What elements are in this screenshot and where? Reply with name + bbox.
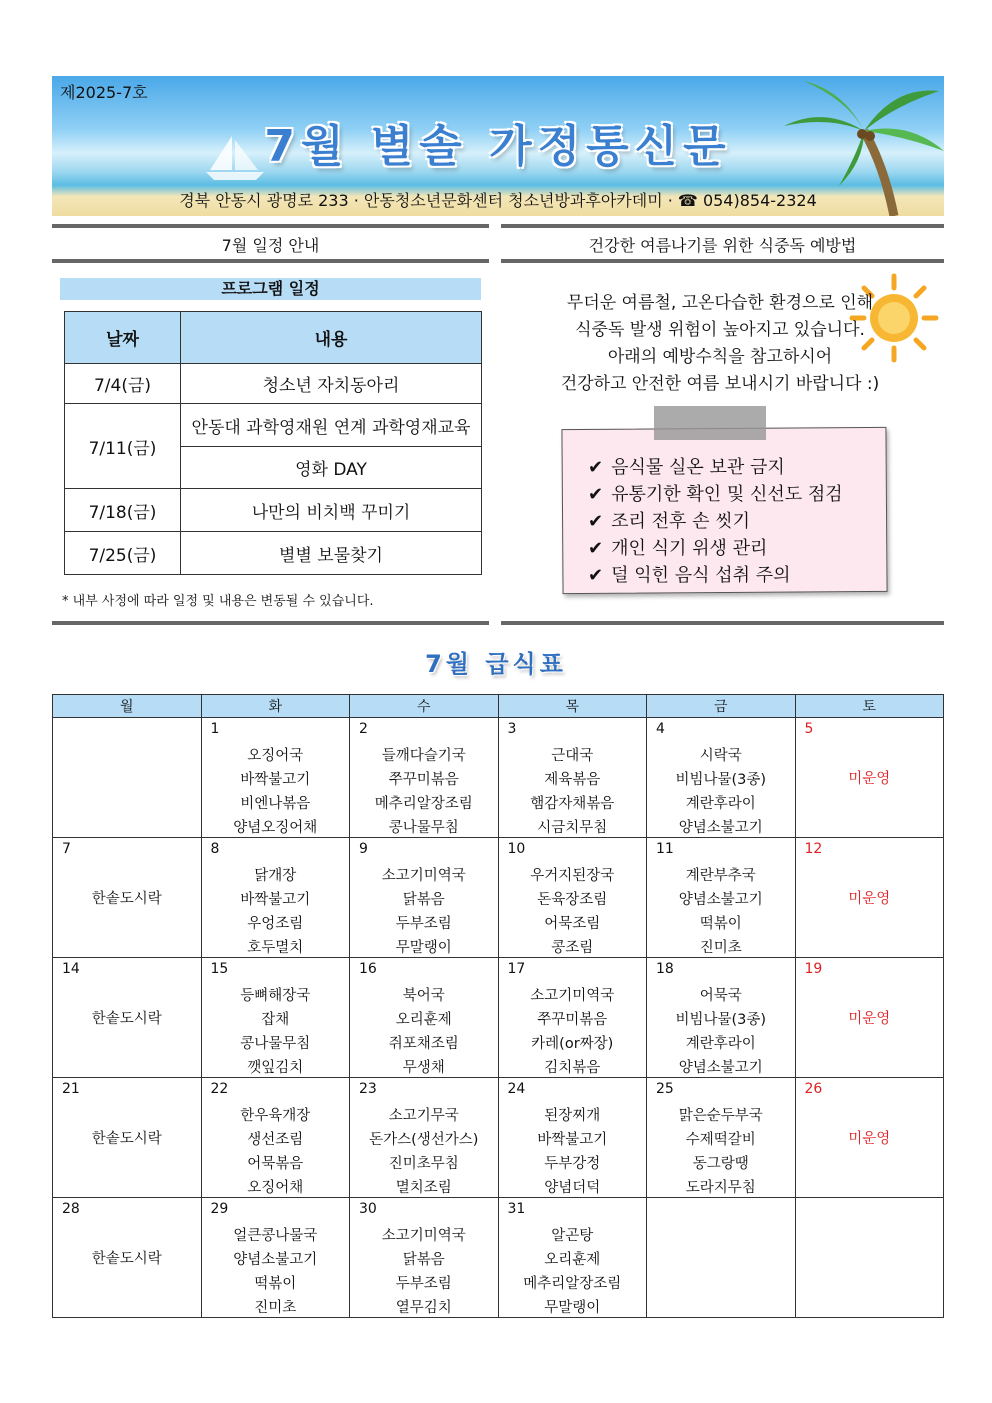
day-header: 토 <box>795 695 944 718</box>
schedule-note: * 내부 사정에 따라 일정 및 내용은 변동될 수 있습니다. <box>62 594 374 609</box>
menu-item: 어묵국 <box>699 988 742 1004</box>
menu-item: 오리훈제 <box>395 1012 452 1028</box>
table-row <box>53 1198 944 1318</box>
program-schedule-table <box>64 311 482 575</box>
schedule-section-title: 7월 일정 안내 <box>221 236 320 255</box>
menu-item: 생선조림 <box>247 1132 304 1148</box>
day-number: 9 <box>359 841 368 857</box>
day-number: 16 <box>359 961 377 977</box>
meal-day-cell <box>53 718 202 838</box>
menu-item: 우엉조림 <box>247 916 304 932</box>
menu-item: 진미초무침 <box>388 1156 459 1172</box>
schedule-item: 별별 보물찾기 <box>181 532 482 575</box>
schedule-item: 안동대 과학영재원 연계 과학영재교육 <box>181 404 482 447</box>
tip-item: ✔ 조리 전후 손 씻기 <box>588 511 750 532</box>
day-number: 29 <box>210 1201 229 1217</box>
menu-item: 오징어채 <box>247 1180 304 1196</box>
table-header-row <box>53 695 944 718</box>
day-number: 1 <box>210 721 220 737</box>
closed-note: 미운영 <box>848 1011 891 1027</box>
menu-list <box>350 1104 498 1200</box>
table-row <box>65 404 482 447</box>
menu-list <box>647 744 795 840</box>
menu-item: 양념더덕 <box>544 1180 601 1196</box>
schedule-date: 7/4(금) <box>65 364 181 404</box>
menu-item: 닭볶음 <box>402 1252 445 1268</box>
menu-item: 무말랭이 <box>544 1300 601 1316</box>
meal-day-cell <box>201 718 350 838</box>
menu-item: 도라지무침 <box>685 1180 756 1196</box>
meal-day-cell <box>795 1198 944 1318</box>
meal-day-cell <box>795 958 944 1078</box>
menu-list <box>350 1224 498 1320</box>
menu-item: 양념소불고기 <box>678 892 763 908</box>
menu-list <box>202 1224 350 1320</box>
intro-line: 식중독 발생 위험이 높아지고 있습니다. <box>575 320 865 340</box>
meal-day-cell <box>201 1078 350 1198</box>
menu-item: 양념소불고기 <box>678 820 763 836</box>
meal-day-cell <box>498 1078 647 1198</box>
menu-list <box>499 864 647 960</box>
menu-item: 콩조림 <box>551 940 594 956</box>
menu-list <box>202 984 350 1080</box>
meal-day-cell <box>795 718 944 838</box>
meal-day-cell <box>201 958 350 1078</box>
day-number: 25 <box>656 1081 674 1097</box>
meal-day-cell <box>350 1078 499 1198</box>
day-number: 30 <box>359 1201 377 1217</box>
menu-item: 양념소불고기 <box>678 1060 763 1076</box>
menu-item: 바짝불고기 <box>240 892 311 908</box>
meal-day-cell <box>795 1078 944 1198</box>
meal-day-cell <box>795 838 944 958</box>
table-row <box>53 958 944 1078</box>
meal-day-cell <box>498 838 647 958</box>
tip-item: ✔ 유통기한 확인 및 신선도 점검 <box>588 484 843 505</box>
meal-day-cell <box>498 1198 647 1318</box>
menu-item: 북어국 <box>402 988 445 1004</box>
day-number: 17 <box>507 961 526 977</box>
menu-item: 시금치무침 <box>537 820 608 836</box>
menu-item: 김치볶음 <box>544 1060 601 1076</box>
food-safety-section-title: 건강한 여름나기를 위한 식중독 예방법 <box>588 236 857 255</box>
day-number: 15 <box>210 961 229 977</box>
menu-item: 닭개장 <box>254 868 297 884</box>
menu-item: 무말랭이 <box>395 940 452 956</box>
divider <box>52 224 489 228</box>
table-row <box>65 489 482 532</box>
check-icon: ✔ <box>588 511 604 532</box>
menu-item: 어묵조림 <box>544 916 601 932</box>
menu-item: 오리훈제 <box>544 1252 601 1268</box>
day-number: 21 <box>62 1081 80 1097</box>
food-safety-intro <box>520 290 920 398</box>
menu-list <box>499 1104 647 1200</box>
menu-item: 진미초 <box>699 940 742 956</box>
menu-item: 알곤탕 <box>551 1228 594 1244</box>
menu-list <box>499 1224 647 1320</box>
menu-item: 근대국 <box>551 748 594 764</box>
menu-item: 쭈꾸미볶음 <box>388 772 459 788</box>
menu-item: 깻잎김치 <box>247 1060 304 1076</box>
day-number: 28 <box>62 1201 80 1217</box>
schedule-item: 청소년 자치동아리 <box>181 364 482 404</box>
lunchbox-note: 한솥도시락 <box>91 1131 162 1147</box>
menu-item: 돈육장조림 <box>537 892 608 908</box>
menu-item: 떡볶이 <box>254 1276 297 1292</box>
meal-day-cell <box>350 718 499 838</box>
table-row <box>53 838 944 958</box>
menu-item: 카레(or짜장) <box>531 1036 614 1052</box>
closed-note: 미운영 <box>848 891 891 907</box>
page-title: 7월 별솔 가정통신문 <box>264 121 732 172</box>
menu-item: 두부조림 <box>395 916 452 932</box>
day-number: 10 <box>507 841 526 857</box>
menu-item: 계란후라이 <box>685 796 756 812</box>
meal-day-cell <box>647 1198 796 1318</box>
menu-item: 들깨다슬기국 <box>381 748 466 764</box>
check-icon: ✔ <box>588 538 604 559</box>
menu-item: 시락국 <box>699 748 742 764</box>
schedule-item: 영화 DAY <box>181 447 482 489</box>
tip-item: ✔ 개인 식기 위생 관리 <box>588 538 768 559</box>
menu-list <box>647 864 795 960</box>
menu-list <box>202 1104 350 1200</box>
meal-day-cell <box>498 958 647 1078</box>
col-date-header: 날짜 <box>65 312 181 364</box>
menu-item: 호두멸치 <box>247 940 304 956</box>
day-number: 2 <box>359 721 368 737</box>
day-header: 목 <box>498 695 647 718</box>
tip-item: ✔ 음식물 실온 보관 금지 <box>588 457 785 478</box>
menu-item: 우거지된장국 <box>530 868 615 884</box>
day-number: 26 <box>804 1081 823 1097</box>
menu-item: 떡볶이 <box>699 916 742 932</box>
meal-day-cell <box>647 838 796 958</box>
menu-item: 돈가스(생선가스) <box>369 1132 479 1148</box>
meal-day-cell <box>350 838 499 958</box>
table-row <box>65 532 482 575</box>
divider <box>501 621 944 625</box>
lunchbox-note: 한솥도시락 <box>91 891 162 907</box>
meal-day-cell <box>647 1078 796 1198</box>
day-number: 31 <box>507 1201 526 1217</box>
menu-item: 비빔나물(3종) <box>675 1012 767 1028</box>
check-icon: ✔ <box>588 565 604 586</box>
tape-decoration <box>654 406 766 440</box>
menu-item: 메추리알장조림 <box>374 796 473 812</box>
divider <box>501 224 944 228</box>
menu-item: 제육볶음 <box>544 772 601 788</box>
menu-item: 계란부추국 <box>685 868 756 884</box>
day-number: 4 <box>656 721 665 737</box>
menu-item: 한우육개장 <box>240 1108 311 1124</box>
menu-item: 수제떡갈비 <box>685 1132 756 1148</box>
menu-item: 된장찌개 <box>544 1108 601 1124</box>
day-number: 18 <box>656 961 674 977</box>
menu-item: 두부강정 <box>544 1156 601 1172</box>
schedule-date: 7/18(금) <box>65 489 181 532</box>
menu-item: 소고기미역국 <box>381 1228 466 1244</box>
menu-item: 무생채 <box>402 1060 445 1076</box>
schedule-date: 7/11(금) <box>65 404 181 489</box>
day-number: 3 <box>507 721 517 737</box>
menu-list <box>647 984 795 1080</box>
menu-list <box>202 864 350 960</box>
menu-item: 메추리알장조림 <box>523 1276 622 1292</box>
menu-item: 쥐포채조림 <box>388 1036 459 1052</box>
menu-item: 등뼈해장국 <box>240 988 311 1004</box>
day-number: 14 <box>62 961 80 977</box>
meal-day-cell <box>201 838 350 958</box>
day-header: 금 <box>647 695 796 718</box>
meal-day-cell <box>201 1198 350 1318</box>
divider <box>52 259 489 263</box>
menu-item: 멸치조림 <box>395 1180 452 1196</box>
meal-day-cell <box>53 1078 202 1198</box>
meal-day-cell <box>53 1198 202 1318</box>
menu-item: 양념소불고기 <box>233 1252 318 1268</box>
day-number: 8 <box>210 841 220 857</box>
menu-item: 동그랑땡 <box>692 1156 749 1172</box>
check-icon: ✔ <box>588 484 604 505</box>
divider <box>501 259 944 263</box>
day-number: 24 <box>507 1081 526 1097</box>
food-safety-tips <box>588 454 843 589</box>
menu-item: 잡채 <box>261 1012 290 1028</box>
schedule-item: 나만의 비치백 꾸미기 <box>181 489 482 532</box>
meal-day-cell <box>498 718 647 838</box>
day-number: 19 <box>804 961 823 977</box>
day-number: 22 <box>210 1081 229 1097</box>
col-content-header: 내용 <box>181 312 482 364</box>
menu-list <box>202 744 350 840</box>
menu-list <box>350 864 498 960</box>
menu-item: 양념오징어채 <box>233 820 318 836</box>
menu-list <box>499 744 647 840</box>
menu-list <box>350 744 498 840</box>
closed-note: 미운영 <box>848 771 891 787</box>
meal-day-cell <box>53 958 202 1078</box>
table-row <box>53 718 944 838</box>
meal-day-cell <box>647 718 796 838</box>
menu-list <box>499 984 647 1080</box>
schedule-date: 7/25(금) <box>65 532 181 575</box>
menu-item: 닭볶음 <box>402 892 445 908</box>
menu-item: 소고기미역국 <box>530 988 615 1004</box>
menu-item: 콩나물무침 <box>388 820 459 836</box>
meal-day-cell <box>647 958 796 1078</box>
day-number: 23 <box>359 1081 377 1097</box>
menu-item: 햄감자채볶음 <box>530 796 615 812</box>
menu-item: 소고기미역국 <box>381 868 466 884</box>
check-icon: ✔ <box>588 457 604 478</box>
menu-item: 비엔나볶음 <box>240 796 311 812</box>
day-header: 수 <box>350 695 499 718</box>
day-number: 11 <box>656 841 674 857</box>
day-number: 12 <box>804 841 823 857</box>
day-number: 5 <box>804 721 814 737</box>
meal-title: 7월 급식표 <box>425 650 567 678</box>
menu-item: 비빔나물(3종) <box>675 772 767 788</box>
day-header: 월 <box>53 695 202 718</box>
menu-item: 맑은순두부국 <box>678 1108 763 1124</box>
menu-item: 열무김치 <box>395 1300 452 1316</box>
menu-item: 콩나물무침 <box>240 1036 311 1052</box>
menu-item: 진미초 <box>254 1300 297 1316</box>
menu-list <box>647 1104 795 1200</box>
lunchbox-note: 한솥도시락 <box>91 1011 162 1027</box>
day-header: 화 <box>201 695 350 718</box>
menu-item: 소고기무국 <box>388 1108 459 1124</box>
menu-item: 쭈꾸미볶음 <box>537 1012 608 1028</box>
intro-line: 무더운 여름철, 고온다습한 환경으로 인해 <box>566 293 874 313</box>
meal-day-cell <box>350 1198 499 1318</box>
intro-line: 건강하고 안전한 여름 보내시기 바랍니다 :) <box>560 374 880 394</box>
menu-item: 어묵볶음 <box>247 1156 304 1172</box>
menu-item: 바짝불고기 <box>240 772 311 788</box>
meal-calendar-table <box>52 694 944 1318</box>
program-label: 프로그램 일정 <box>60 278 481 300</box>
menu-item: 두부조림 <box>395 1276 452 1292</box>
address-line: 경북 안동시 광명로 233 · 안동청소년문화센터 청소년방과후아카데미 · ☎ 054)854-2324 <box>179 191 817 210</box>
issue-number: 제2025-7호 <box>60 83 148 102</box>
meal-day-cell <box>350 958 499 1078</box>
table-row <box>53 1078 944 1198</box>
day-number: 7 <box>62 841 71 857</box>
header-banner <box>52 76 944 216</box>
menu-item: 오징어국 <box>247 748 304 764</box>
tip-item: ✔ 덜 익힌 음식 섭취 주의 <box>588 565 791 586</box>
menu-item: 계란후라이 <box>685 1036 756 1052</box>
menu-item: 바짝불고기 <box>537 1132 608 1148</box>
lunchbox-note: 한솥도시락 <box>91 1251 162 1267</box>
menu-list <box>350 984 498 1080</box>
divider <box>52 621 489 625</box>
closed-note: 미운영 <box>848 1131 891 1147</box>
menu-item: 얼큰콩나물국 <box>233 1228 318 1244</box>
meal-day-cell <box>53 838 202 958</box>
intro-line: 아래의 예방수칙을 참고하시어 <box>607 347 833 367</box>
table-row <box>65 364 482 404</box>
